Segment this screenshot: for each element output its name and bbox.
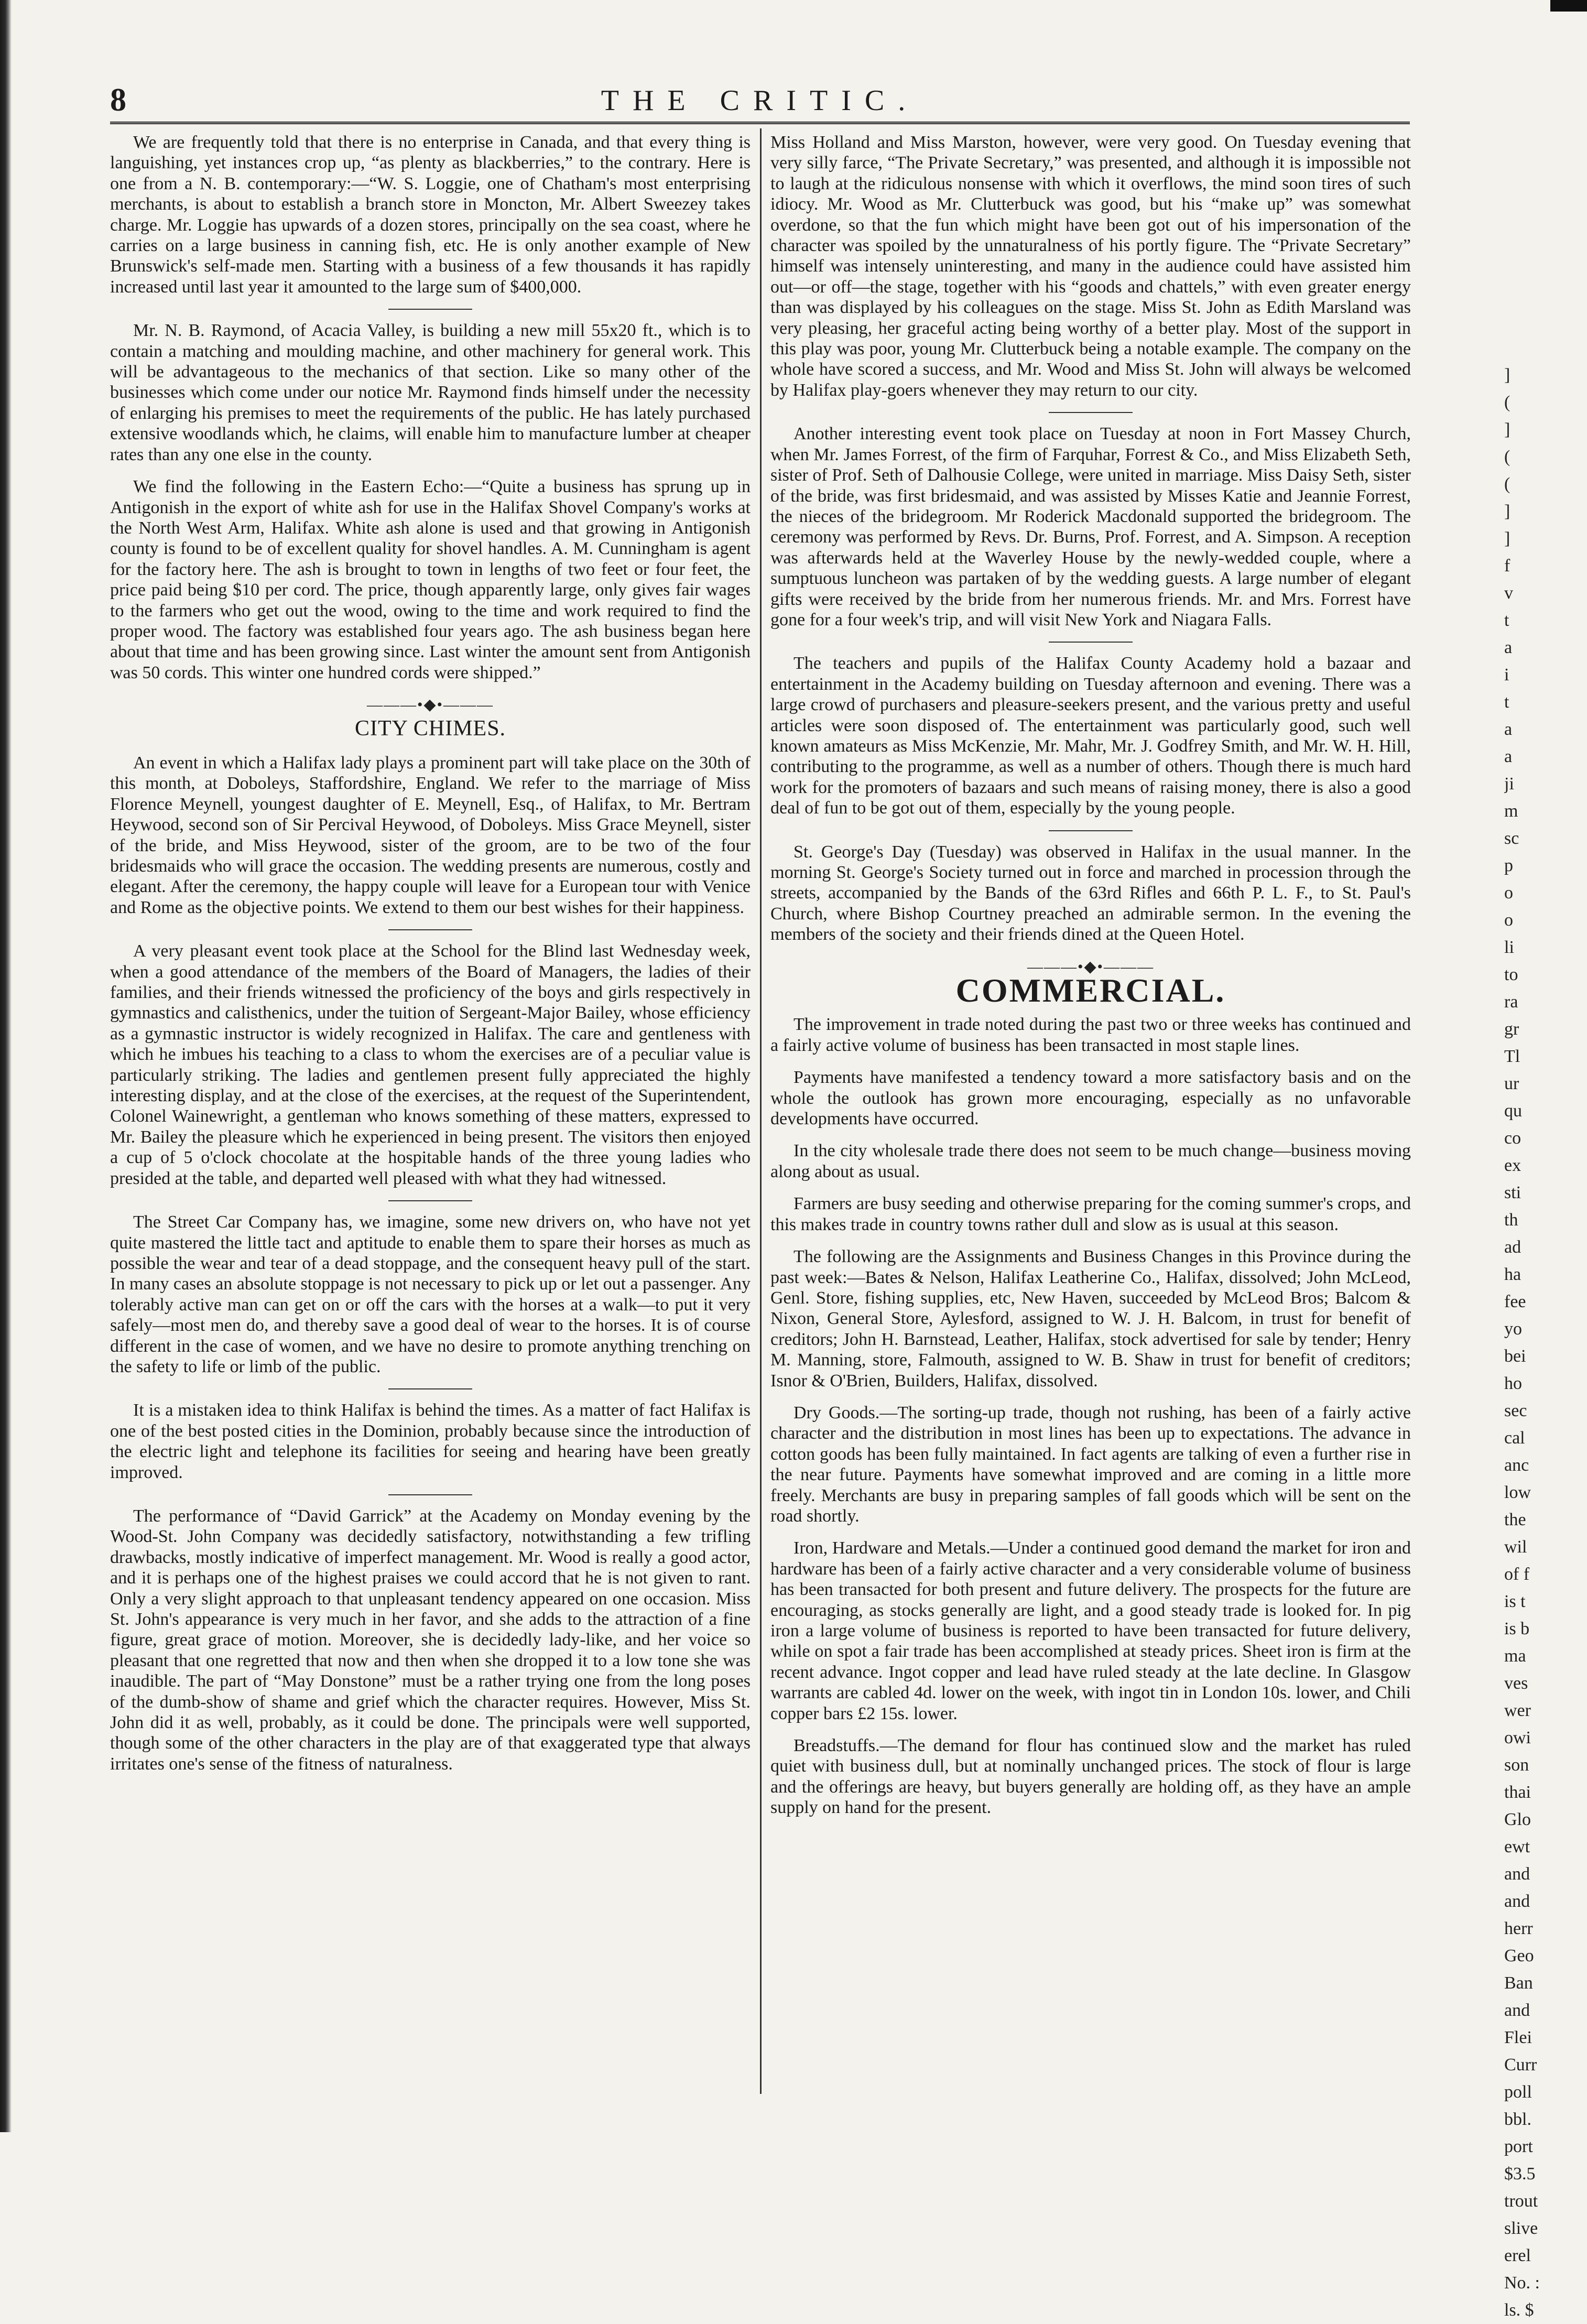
adjacent-page-fragment: low — [1504, 1483, 1531, 1502]
article-halifax-times: It is a mistaken idea to think Halifax is behind the times. As a matter of fact Halifax is one of the best posted cities in the Dominion, probably because since the introduction of the electric light and telephone its facilities for seeing and hearing have been greatly improved. — [110, 1400, 751, 1482]
masthead-title: THE CRITIC. — [601, 84, 919, 117]
article-academy-bazaar: The teachers and pupils of the Halifax County Academy hold a bazaar and entertainment in the Academy building on Tuesday afternoon and evening. There was a large crowd of purchasers and pleasure-seekers present, and the various pretty and useful articles were soon disposed of. The entertainment was particularly good, such well known amateurs as Miss McKenzie, Mr. Mahr, Mr. J. Godfrey Smith, and Mr. W. H. Hill, contributing to the programme, as well as a number of others. Though there is much hard work for the promoters of bazaars and such means of raising money, there is also a good deal of fun to be got out of them, especially by the young people. — [770, 654, 1411, 818]
adjacent-page-fragment: co — [1504, 1128, 1521, 1148]
adjacent-page-fragment: thai — [1504, 1783, 1531, 1802]
commercial-wholesale: In the city wholesale trade there does not seem to be much change—business moving along about as usual. — [770, 1141, 1411, 1181]
adjacent-page-text — [1504, 362, 1583, 2324]
article-separator — [388, 929, 472, 930]
page-header — [110, 82, 1410, 118]
adjacent-page-fragment: li — [1504, 938, 1514, 957]
article-david-garrick: The performance of “David Garrick” at the Academy on Monday evening by the Wood-St. John Company was decidedly satisfactory, notwithstanding a few trifling drawbacks, mostly indicative of imperfect management. Mr. Wood is really a good actor, and it is perhaps one of the highest praises we could accord that he is not given to rant. Only a very slight approach to that unpleasant tendency appeared on one occasion. Miss St. John's appearance is very much in her favor, and she adds to the attraction of a fine figure, great grace of motion. Moreover, she is decidedly lady-like, and her voice so pleasant that one regretted that now and then when she dropped it to a low tone she was inaudible. The part of “May Donstone” must be a rather trying one from the long poses of the dumb-show of shame and grief which the character requires. However, Miss St. John did it as well, probably, as it could be done. The principals were well supported, though some of the other characters in the play are of that exaggerated type that always irritates one's sense of the fitness of naturalness. — [110, 1506, 751, 1774]
adjacent-page-fragment: a — [1504, 720, 1513, 739]
adjacent-page-fragment: ( — [1504, 447, 1510, 466]
adjacent-page-fragment: Tl — [1504, 1047, 1520, 1066]
header-rule — [110, 122, 1410, 124]
right-column — [770, 132, 1411, 2087]
adjacent-page-fragment: cal — [1504, 1428, 1525, 1448]
adjacent-page-fragment: ex — [1504, 1156, 1521, 1175]
adjacent-page-fragment: is b — [1504, 1619, 1530, 1638]
adjacent-page-fragment: ls. $ — [1504, 2300, 1534, 2320]
article-forrest-wedding: Another interesting event took place on Tuesday at noon in Fort Massey Church, when Mr. James Forrest, of the firm of Farquhar, Forrest & Co., and Miss Elizabeth Seth, sister of Prof. Seth of Dalhousie College, were united in marriage. Miss Daisy Seth, sister of the bride, was first bridesmaid, and was assisted by Misses Katie and Jeannie Forrest, the nieces of the bridegroom. Mr Roderick Macdonald supported the bridegroom. The ceremony was performed by Revs. Dr. Burns, Prof. Forrest, and A. Simpson. A reception was afterwards held at the Waverley House by the newly-wedded couple, where a sumptuous luncheon was partaken of by the wedding guests. A large number of elegant gifts were received by the bride from her numerous friends. Mr. and Mrs. Forrest have gone for a four week's trip, and will visit New York and Niagara Falls. — [770, 424, 1411, 629]
adjacent-page-fragment: o — [1504, 883, 1513, 903]
article-loggie: We are frequently told that there is no enterprise in Canada, and that every thing is languishing, yet instances crop up, “as plenty as blackberries,” to the contrary. Here is one from a N. B. contemporary:—“W. S. Loggie, one of Chatham's most enterprising merchants, is about to establish a branch store in Moncton, Mr. Albert Sweezey takes charge. Mr. Loggie has upwards of a dozen stores, principally on the sea coast, where he carries on a large business in canning fish, etc. He is only another example of New Brunswick's self-made men. Starting with a business of a few thousands it has rapidly increased until last year it amounted to the large sum of $400,000. — [110, 133, 751, 297]
adjacent-page-fragment: a — [1504, 638, 1513, 657]
adjacent-page-fragment: m — [1504, 801, 1518, 821]
adjacent-page-fragment: p — [1504, 856, 1513, 875]
corner-mark — [1550, 0, 1587, 12]
adjacent-page-fragment: erel — [1504, 2246, 1531, 2265]
adjacent-page-fragment: ha — [1504, 1265, 1521, 1284]
adjacent-page-fragment: and — [1504, 2001, 1530, 2020]
page-number: 8 — [110, 82, 126, 118]
article-st-georges-day: St. George's Day (Tuesday) was observed in Halifax in the usual manner. In the morning St. George's Society turned out in force and marched in procession through the streets, accompanied by the Bands of the 63rd Rifles and 66th P. L. F., to St. Paul's Church, where Bishop Courtney preached an admirable sermon. In the evening the members of the society and their friends dined at the Queen Hotel. — [770, 842, 1411, 944]
adjacent-page-fragment: sti — [1504, 1183, 1521, 1202]
adjacent-page-fragment: wil — [1504, 1537, 1527, 1557]
adjacent-page-fragment: owi — [1504, 1728, 1531, 1747]
adjacent-page-fragment: t — [1504, 692, 1509, 712]
adjacent-page-fragment: th — [1504, 1210, 1518, 1230]
adjacent-page-fragment: the — [1504, 1510, 1526, 1529]
adjacent-page-fragment: sc — [1504, 829, 1519, 848]
adjacent-page-fragment: of f — [1504, 1565, 1530, 1584]
adjacent-page-fragment: ra — [1504, 992, 1518, 1012]
adjacent-page-fragment: ho — [1504, 1374, 1522, 1393]
article-separator — [1049, 642, 1133, 643]
adjacent-page-fragment: ( — [1504, 474, 1510, 494]
adjacent-page-fragment: o — [1504, 910, 1513, 930]
adjacent-page-fragment: ( — [1504, 393, 1510, 412]
adjacent-page-fragment: qu — [1504, 1101, 1522, 1121]
adjacent-page-fragment: ] — [1504, 420, 1510, 439]
adjacent-page-fragment: Flei — [1504, 2028, 1532, 2047]
adjacent-page-fragment: ] — [1504, 502, 1510, 521]
adjacent-page-fragment: No. : — [1504, 2273, 1540, 2293]
adjacent-page-fragment: yo — [1504, 1319, 1522, 1339]
adjacent-page-fragment: bei — [1504, 1346, 1526, 1366]
article-private-secretary: Miss Holland and Miss Marston, however, were very good. On Tuesday evening that very silly farce, “The Private Secretary,” was presented, and although it is impossible not to laugh at the ridiculous nonsense with which it overflows, the mind soon tires of such idiocy. Mr. Wood as Mr. Clutterbuck was good, but his “make up” was somewhat overdone, so that the fun which might have been got out of his impersonation of the character was spoiled by the unnaturalness of his portly figure. The “Private Secretary” himself was intensely uninteresting, and many in the audience could have assisted him out—or off—the stage, together with his “goods and chattels,” with even greater energy than was displayed by his colleagues on the stage. Miss St. John as Edith Marsland was very pleasing, her graceful acting being worthy of a better play. Most of the support in this play was poor, young Mr. Clutterbuck being a notable example. The company on the whole have scored a success, and Mr. Wood and Miss St. John will always be welcomed by Halifax play-goers whenever they may return to our city. — [770, 133, 1411, 400]
adjacent-page-fragment: and — [1504, 1864, 1530, 1884]
ornament-divider: ―――•◆•――― — [366, 696, 494, 714]
commercial-iron-hardware: Iron, Hardware and Metals.—Under a continued good demand the market for iron and hardware has been of a fairly active character and a very considerable volume of business has been transacted for both present and future delivery. The prospects for the future are encouraging, as stocks generally are light, and a good steady trade is looked for. In pig iron a large volume of business is reported to have been transacted for future delivery, while on spot a fair trade has been accomplished at steady prices. Sheet iron is firm at the recent advance. Ingot copper and lead have ruled steady at the late decline. In Glasgow warrants are cabled 4d. lower on the week, with ingot tin in London 10s. lower, and Chili copper bars £2 15s. lower. — [770, 1538, 1411, 1723]
adjacent-page-fragment: poll — [1504, 2082, 1532, 2102]
adjacent-page-fragment: ves — [1504, 1674, 1528, 1693]
adjacent-page-fragment: son — [1504, 1755, 1529, 1775]
adjacent-page-fragment: ] — [1504, 365, 1510, 385]
binding-edge — [0, 0, 12, 2132]
commercial-payments: Payments have manifested a tendency toward a more satisfactory basis and on the whole the outlook has grown more encouraging, especially as no unfavorable developments have occurred. — [770, 1068, 1411, 1129]
adjacent-page-fragment: sec — [1504, 1401, 1527, 1420]
adjacent-page-fragment: slive — [1504, 2219, 1538, 2238]
left-column — [110, 132, 751, 2087]
adjacent-page-fragment: is t — [1504, 1592, 1526, 1611]
adjacent-page-fragment: trout — [1504, 2191, 1538, 2211]
city-chimes-title: CITY CHIMES. — [354, 716, 506, 741]
adjacent-page-fragment: ad — [1504, 1237, 1521, 1257]
adjacent-page-fragment: a — [1504, 747, 1513, 766]
adjacent-page-fragment: f — [1504, 556, 1510, 575]
adjacent-page-fragment: $3.5 — [1504, 2164, 1536, 2184]
adjacent-page-fragment: v — [1504, 583, 1513, 603]
adjacent-page-fragment: i — [1504, 665, 1509, 685]
commercial-dry-goods: Dry Goods.—The sorting-up trade, though not rushing, has been of a fairly active character and the distribution in most lines has been up to expectations. The advance in cotton goods has been fully maintained. In fact agents are talking of even a further rise in the near future. Payments have somewhat improved and are coming in a little more freely. Merchants are busy in preparing samples of fall goods which will be sent on the road shortly. — [770, 1403, 1411, 1526]
adjacent-page-fragment: Ban — [1504, 1973, 1533, 1993]
article-separator — [1049, 412, 1133, 413]
commercial-breadstuffs: Breadstuffs.—The demand for flour has continued slow and the market has ruled quiet with business dull, but at nominally unchanged prices. The stock of flour is large and the offerings are heavy, but buyers generally are holding off, as they have an ample supply on hand for the present. — [770, 1736, 1411, 1818]
adjacent-page-fragment: fee — [1504, 1292, 1526, 1311]
adjacent-page-fragment: ] — [1504, 529, 1510, 548]
adjacent-page-fragment: ji — [1504, 774, 1514, 794]
adjacent-page-fragment: wer — [1504, 1701, 1531, 1720]
ornament-divider: ―――•◆•――― — [1027, 958, 1155, 975]
article-school-for-blind: A very pleasant event took place at the School for the Blind last Wednesday week, when a good attendance of the members of the Board of Managers, the ladies of their families, and their friends witnessed the proficiency of the boys and girls respectively in gymnastics and calisthenics, under the tuition of Sergeant-Major Bailey, whose efficiency as a gymnastic instructor is widely recognized in Halifax. The care and gentleness with which he imbues his teaching to a class to whom the exercises are of a peculiar value is particularly striking. The ladies and gentlemen present fully appreciated the highly interesting display, and at the close of the exercises, at the request of the Superintendent, Colonel Wainewright, a gentleman who knows something of these matters, expressed to Mr. Bailey the pleasure which he experienced in being present. The visitors then enjoyed a cup of 5 o'clock chocolate at the hospitable hands of the three young ladies who presided at the table, and departed well pleased with what they had witnessed. — [110, 941, 751, 1188]
commercial-farmers: Farmers are busy seeding and otherwise preparing for the coming summer's crops, and this makes trade in country towns rather dull and slow as is usual at this season. — [770, 1194, 1411, 1234]
article-street-car: The Street Car Company has, we imagine, some new drivers on, who have not yet quite mastered the little tact and aptitude to enable them to spare their horses as much as possible the wear and tear of a dead stoppage, and the consequent heavy pull of the start. In many cases an absolute stoppage is not necessary to pick up or let out a passenger. Any tolerably active man can get on or off the cars with the horses at a walk—to put it very safely—most men do, and thereby save a good deal of wear to the horses. It is of course different in the case of women, and we have no desire to promote anything trenching on the safety to life or limb of the public. — [110, 1212, 751, 1376]
adjacent-page-fragment: Geo — [1504, 1946, 1534, 1965]
adjacent-page-fragment: ma — [1504, 1646, 1526, 1666]
adjacent-page-fragment: gr — [1504, 1019, 1519, 1039]
commercial-heading — [770, 957, 1411, 1009]
article-antigonish-ash: We find the following in the Eastern Echo:—“Quite a business has sprung up in Antigonish in the export of white ash for use in the Halifax Shovel Company's works at the North West Arm, Halifax. White ash alone is used and that growing in Antigonish county is found to be of excellent quality for shovel handles. A. M. Cunningham is agent for the factory here. The ash is brought to town in lengths of two feet or four feet, the price paid being $10 per cord. The price, though apparently large, only gives fair wages to the farmers who get out the wood, owing to the time and work required to find the proper wood. The factory was established four years ago. The ash business began here about that time and has been growing since. Last winter the amount sent from Antigonish was 50 cords. This winter one hundred cords were shipped.” — [110, 477, 751, 682]
adjacent-page-fragment: t — [1504, 611, 1509, 630]
adjacent-page-fragment: Glo — [1504, 1810, 1531, 1829]
adjacent-page-fragment: herr — [1504, 1919, 1533, 1938]
column-divider — [760, 128, 762, 2094]
article-separator — [388, 309, 472, 310]
adjacent-page-fragment: Curr — [1504, 2055, 1537, 2075]
adjacent-page-fragment: anc — [1504, 1456, 1529, 1475]
article-separator — [388, 1200, 472, 1201]
city-chimes-heading — [110, 694, 751, 739]
commercial-assignments: The following are the Assignments and Business Changes in this Province during the past week:—Bates & Nelson, Halifax Leatherine Co., Halifax, dissolved; John McLeod, Genl. Store, fishing supplies, etc, New Haven, succeeded by McLeod Bros; Balcom & Nixon, General Store, Aylesford, assigned to W. J. H. Balcom, in trust for benefit of creditors; John H. Barnstead, Leather, Halifax, stock advertised for sale by tender; Henry M. Manning, store, Falmouth, assigned to W. B. Shaw in trust for benefit of creditors; Isnor & O'Brien, Builders, Halifax, dissolved. — [770, 1247, 1411, 1391]
article-meynell-wedding: An event in which a Halifax lady plays a prominent part will take place on the 30th of this month, at Doboleys, Staffordshire, England. We refer to the marriage of Miss Florence Meynell, youngest daughter of E. Meynell, Esq., of Halifax, to Mr. Bertram Heywood, second son of Sir Percival Heywood, of Doboleys. Miss Grace Meynell, sister of the bride, and Miss Heywood, sister of the groom, are to be two of the four bridesmaids who will grace the occasion. The wedding presents are numerous, costly and elegant. After the ceremony, the happy couple will leave for a European tour with Venice and Rome as the objective points. We extend to them our best wishes for their happiness. — [110, 753, 751, 917]
adjacent-page-fragment: to — [1504, 965, 1518, 984]
article-separator — [388, 1388, 472, 1389]
adjacent-page-fragment: bbl. — [1504, 2110, 1531, 2129]
commercial-title: COMMERCIAL. — [955, 972, 1226, 1009]
article-separator — [1049, 830, 1133, 831]
adjacent-page-fragment: ewt — [1504, 1837, 1530, 1856]
article-raymond-mill: Mr. N. B. Raymond, of Acacia Valley, is building a new mill 55x20 ft., which is to contain a matching and moulding machine, and other machinery for general work. This will be advantageous to the mechanics of that section. Like so many other of the businesses which come under our notice Mr. Raymond finds himself under the necessity of enlarging his premises to meet the requirements of the public. He has lately purchased extensive woodlands which, he claims, will enable him to manufacture lumber at cheaper rates than any one else in the county. — [110, 321, 751, 464]
adjacent-page-fragment: ur — [1504, 1074, 1519, 1093]
adjacent-page-fragment: port — [1504, 2137, 1533, 2156]
article-separator — [388, 1494, 472, 1495]
adjacent-page-fragment: and — [1504, 1892, 1530, 1911]
commercial-trade-improvement: The improvement in trade noted during the past two or three weeks has continued and a fairly active volume of business has been transacted in most staple lines. — [770, 1015, 1411, 1055]
